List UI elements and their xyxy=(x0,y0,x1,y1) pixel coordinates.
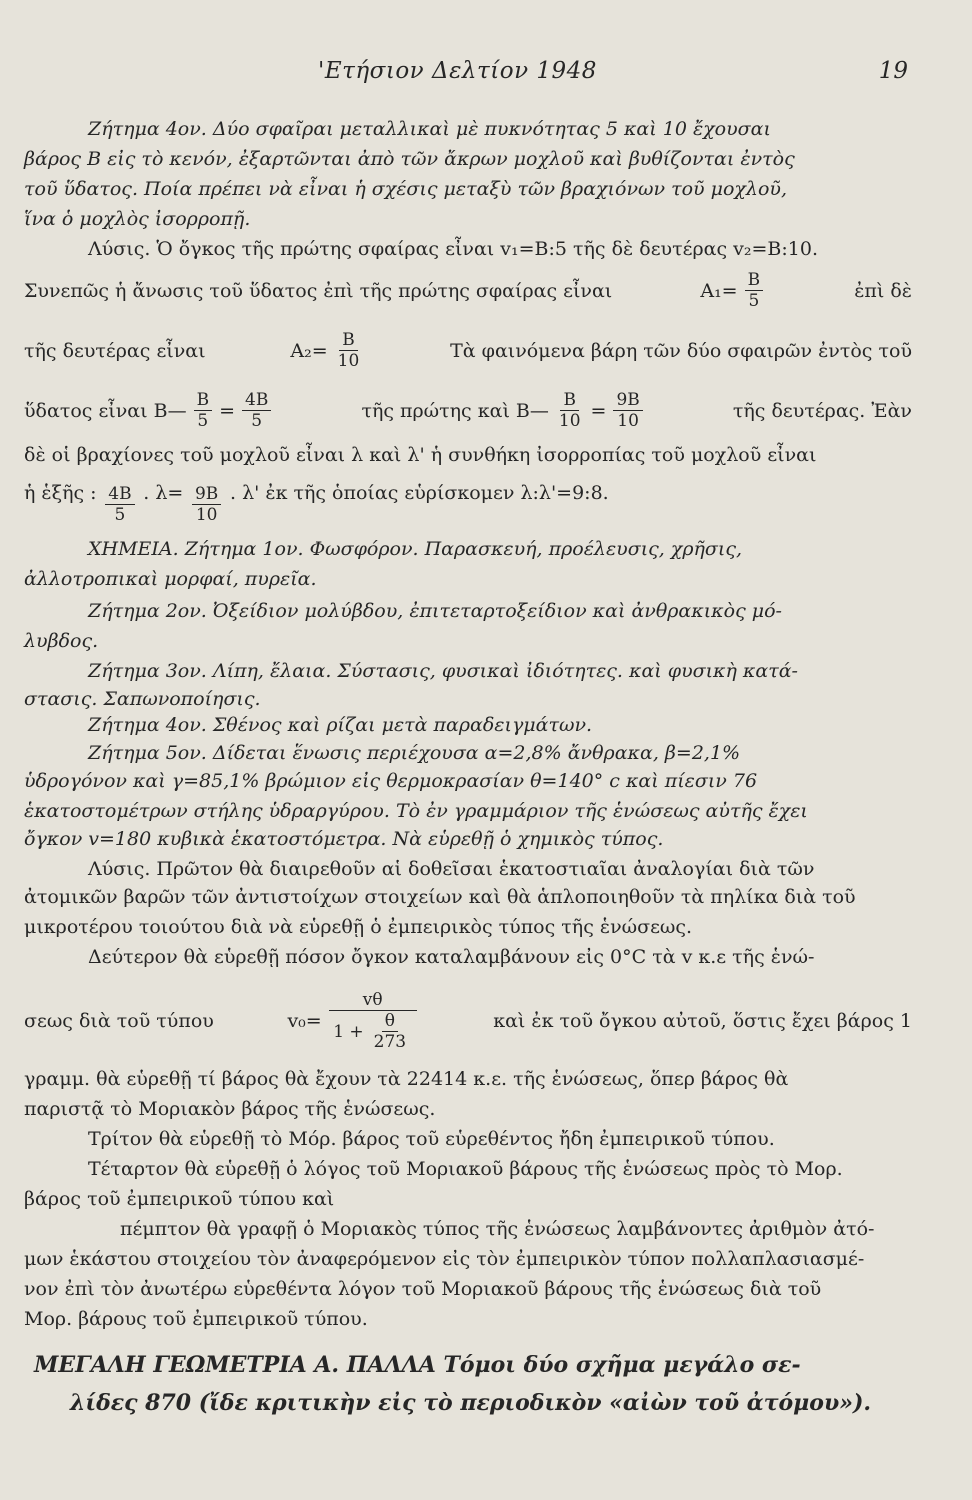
text-line xyxy=(24,1306,912,1332)
denominator: 10 xyxy=(617,411,639,431)
text-line xyxy=(24,826,912,852)
condition-line xyxy=(24,480,912,525)
line-text: . λ= xyxy=(143,482,184,504)
text-line xyxy=(24,1096,912,1122)
fraction xyxy=(105,484,134,525)
text-line xyxy=(88,944,912,970)
line-text: Ζήτημα 3ον. Λίπη, ἔλαια. Σύστασις, φυσικαὶ ἰδιότητες. καὶ φυσικὴ κατά- xyxy=(88,660,798,682)
text-line xyxy=(24,1276,912,1302)
numerator: B xyxy=(339,330,358,351)
line-text: γραμμ. θὰ εὑρεθῇ τί βάρος θὰ ἔχουν τὰ 22414 κ.ε. τῆς ἑνώσεως, ὅπερ βάρος θὰ xyxy=(24,1068,789,1090)
equals-sign: = xyxy=(219,399,235,422)
line-text: βάρος Β εἰς τὸ κενόν, ἐξαρτῶνται ἀπὸ τῶν ἄκρων μοχλοῦ καὶ βυθίζονται ἐντὸς xyxy=(24,148,795,170)
line-text: παριστᾷ τὸ Μοριακὸν βάρος τῆς ἑνώσεως. xyxy=(24,1098,436,1120)
formula-symbol: v₀= xyxy=(287,1010,322,1032)
denominator: 10 xyxy=(558,411,581,431)
line-text: ὕδατος εἶναι Β— xyxy=(24,399,187,422)
advert-text: λίδες 870 (ἴδε κριτικὴν εἰς τὸ περιοδικὸν «αἰὼν τοῦ ἀτόμου»). xyxy=(70,1390,872,1416)
line-text: Μορ. βάρους τοῦ ἐμπειρικοῦ τύπου. xyxy=(24,1308,368,1330)
text-line xyxy=(120,1216,912,1242)
text-line xyxy=(24,914,912,940)
text-line xyxy=(88,1126,912,1152)
running-header xyxy=(0,58,972,88)
journal-title: 'Ετήσιον Δελτίον 1948 xyxy=(318,58,597,84)
formula-symbol: A₂= xyxy=(290,339,328,362)
line-text: μων ἑκάστου στοιχείου τὸν ἀναφερόμενον εἰς τὸν ἐμπειρικὸν τύπον πολλαπλασιασμέ- xyxy=(24,1248,865,1270)
text-line xyxy=(24,768,912,794)
text-line xyxy=(24,146,912,172)
numerator: vθ xyxy=(329,990,417,1011)
line-text: Συνεπῶς ἡ ἄνωσις τοῦ ὕδατος ἐπὶ τῆς πρώτης σφαίρας εἶναι xyxy=(24,279,613,302)
formula-a1 xyxy=(700,270,766,311)
line-text: λυβδος. xyxy=(24,630,99,652)
line-text: Λύσις. Ὁ ὄγκος τῆς πρώτης σφαίρας εἶναι v₁=Β:5 τῆς δὲ δευτέρας v₂=Β:10. xyxy=(88,238,818,260)
denominator: 5 xyxy=(197,411,209,431)
formula-w2 xyxy=(361,390,645,431)
formula-a2 xyxy=(290,330,365,371)
line-text: ἑκατοστομέτρων στήλης ὑδραργύρου. Τὸ ἐν γραμμάριον τῆς ἑνώσεως αὐτῆς ἔχει xyxy=(24,800,808,822)
denominator: 10 xyxy=(195,505,218,525)
denominator: 10 xyxy=(337,351,360,371)
text-line xyxy=(88,658,912,684)
denominator: 5 xyxy=(251,411,263,431)
line-text: . λ' ἐκ τῆς ὁποίας εὑρίσκομεν λ:λ'=9:8. xyxy=(229,482,609,504)
text-line xyxy=(88,712,912,738)
fraction xyxy=(745,270,764,311)
text-line xyxy=(24,1186,912,1212)
formula-w1 xyxy=(24,390,274,431)
solution-line xyxy=(88,236,912,262)
fraction xyxy=(556,390,584,431)
line-text: ἀλλοτροπικαὶ μορφαί, πυρεῖα. xyxy=(24,568,317,590)
line-text: τῆς δευτέρας. Ἐὰν xyxy=(732,399,912,422)
line-text: ΧΗΜΕΙΑ. Ζήτημα 1ον. Φωσφόρον. Παρασκευή, προέλευσις, χρῆσις, xyxy=(88,538,743,560)
line-text: Ζήτημα 5ον. Δίδεται ἕνωσις περιέχουσα α=2,8% ἄνθρακα, β=2,1% xyxy=(88,742,741,764)
line-text: ὄγκον v=180 κυβικὰ ἑκατοστόμετρα. Νὰ εὑρεθῇ ὁ χημικὸς τύπος. xyxy=(24,828,664,850)
line-text: ἀτομικῶν βαρῶν τῶν ἀντιστοίχων στοιχείων καὶ θὰ ἁπλοποιηθοῦν τὰ πηλίκα διὰ τοῦ xyxy=(24,886,856,908)
fraction xyxy=(192,484,221,525)
line-text: Τέταρτον θὰ εὑρεθῇ ὁ λόγος τοῦ Μοριακοῦ βάρους τῆς ἑνώσεως πρὸς τὸ Μορ. xyxy=(88,1158,843,1180)
text-line xyxy=(24,798,912,824)
line-text: ἵνα ὁ μοχλὸς ἰσορροπῇ. xyxy=(24,208,251,230)
denominator: 273 xyxy=(373,1032,407,1052)
fraction xyxy=(335,330,363,371)
line-text: Ζήτημα 2ον. Ὀξείδιον μολύβδου, ἐπιτεταρτοξείδιον καὶ ἀνθρακικὸς μό- xyxy=(88,600,782,622)
text-line xyxy=(88,740,912,766)
line-text: δὲ οἱ βραχίονες τοῦ μοχλοῦ εἶναι λ καὶ λ' ἡ συνθήκη ἰσορροπίας τοῦ μοχλοῦ εἶναι xyxy=(24,444,817,466)
text-line xyxy=(88,116,912,142)
line-text: Τρίτον θὰ εὑρεθῇ τὸ Μόρ. βάρος τοῦ εὑρεθέντος ἤδη ἐμπειρικοῦ τύπου. xyxy=(88,1128,775,1150)
fraction xyxy=(242,390,271,431)
line-text: ὑδρογόνον καὶ γ=85,1% βρώμιον εἰς θερμοκρασίαν θ=140° c καὶ πίεσιν 76 xyxy=(24,770,758,792)
numerator: B xyxy=(745,270,764,291)
line-text: τοῦ ὕδατος. Ποία πρέπει νὰ εἶναι ἡ σχέσις μεταξὺ τῶν βραχιόνων τοῦ μοχλοῦ, xyxy=(24,178,787,200)
text-line xyxy=(24,884,912,910)
numerator: θ xyxy=(382,1011,398,1032)
text-line xyxy=(24,1066,912,1092)
fraction xyxy=(329,990,417,1052)
buoyancy-line-1 xyxy=(24,270,912,311)
denominator xyxy=(330,1011,415,1052)
numerator: B xyxy=(560,390,579,411)
line-text: μικροτέρου τοιούτου διὰ νὰ εὑρεθῇ ὁ ἐμπειρικὸς τύπος τῆς ἑνώσεως. xyxy=(24,916,693,938)
numerator: B xyxy=(194,390,213,411)
numerator: 4B xyxy=(105,484,134,505)
line-text: ἐπὶ δὲ xyxy=(854,279,912,302)
volume-formula xyxy=(287,990,419,1052)
text-line xyxy=(24,686,912,712)
denominator: 5 xyxy=(748,291,760,311)
text-line xyxy=(24,1246,912,1272)
fraction xyxy=(194,390,213,431)
line-text: τῆς δευτέρας εἶναι xyxy=(24,339,206,362)
weights-line xyxy=(24,390,912,431)
line-text: νον ἐπὶ τὸν ἀνωτέρω εὑρεθέντα λόγον τοῦ Μοριακοῦ βάρους τῆς ἑνώσεως διὰ τοῦ xyxy=(24,1278,822,1300)
line-text: Ζήτημα 4ον. Δύο σφαῖραι μεταλλικαὶ μὲ πυκνότητας 5 καὶ 10 ἔχουσαι xyxy=(88,118,771,140)
line-text: βάρος τοῦ ἐμπειρικοῦ τύπου καὶ xyxy=(24,1188,335,1210)
line-text: τῆς πρώτης καὶ Β— xyxy=(361,399,549,422)
advert-line-2 xyxy=(70,1390,912,1416)
line-text: Λύσις. Πρῶτον θὰ διαιρεθοῦν αἱ δοθεῖσαι ἑκατοστιαῖαι ἀναλογίαι διὰ τῶν xyxy=(88,858,815,880)
text-line xyxy=(24,628,912,654)
text-line xyxy=(24,566,912,592)
line-text: Τὰ φαινόμενα βάρη τῶν δύο σφαιρῶν ἐντὸς τοῦ xyxy=(450,339,912,362)
text-line xyxy=(88,1156,912,1182)
line-text: Δεύτερον θὰ εὑρεθῇ πόσον ὄγκον καταλαμβάνουν εἰς 0°C τὰ v κ.ε τῆς ἑνώ- xyxy=(88,946,815,968)
line-text: ἡ ἑξῆς : xyxy=(24,482,97,504)
fraction xyxy=(613,390,642,431)
denominator-lead: 1 + xyxy=(333,1021,364,1042)
page-number: 19 xyxy=(878,58,908,84)
line-text: Ζήτημα 4ον. Σθένος καὶ ρίζαι μετὰ παραδειγμάτων. xyxy=(88,714,593,736)
text-line xyxy=(24,442,912,468)
line-text: καὶ ἐκ τοῦ ὄγκου αὐτοῦ, ὅστις ἔχει βάρος 1 xyxy=(493,1010,912,1032)
text-line xyxy=(24,206,912,232)
numerator: 4B xyxy=(242,390,271,411)
numerator: 9B xyxy=(613,390,642,411)
text-line xyxy=(88,536,912,562)
denominator: 5 xyxy=(114,505,126,525)
inner-fraction xyxy=(371,1011,409,1052)
text-line xyxy=(88,856,912,882)
advert-line-1 xyxy=(34,1352,912,1378)
line-text: στασις. Σαπωνοποίησις. xyxy=(24,688,261,710)
line-text: σεως διὰ τοῦ τύπου xyxy=(24,1010,214,1032)
advert-text: ΜΕΓΑΛΗ ΓΕΩΜΕΤΡΙΑ Α. ΠΑΛΛΑ Τόμοι δύο σχῆμα μεγάλο σε- xyxy=(34,1352,801,1378)
formula-line xyxy=(24,990,912,1052)
equals-sign: = xyxy=(590,399,607,422)
text-line xyxy=(24,176,912,202)
formula-symbol: A₁= xyxy=(700,279,738,302)
line-text: πέμπτον θὰ γραφῇ ὁ Μοριακὸς τύπος τῆς ἑνώσεως λαμβάνοντες ἀριθμὸν ἀτό- xyxy=(120,1218,875,1240)
numerator: 9B xyxy=(192,484,221,505)
text-line xyxy=(88,598,912,624)
buoyancy-line-2 xyxy=(24,330,912,371)
